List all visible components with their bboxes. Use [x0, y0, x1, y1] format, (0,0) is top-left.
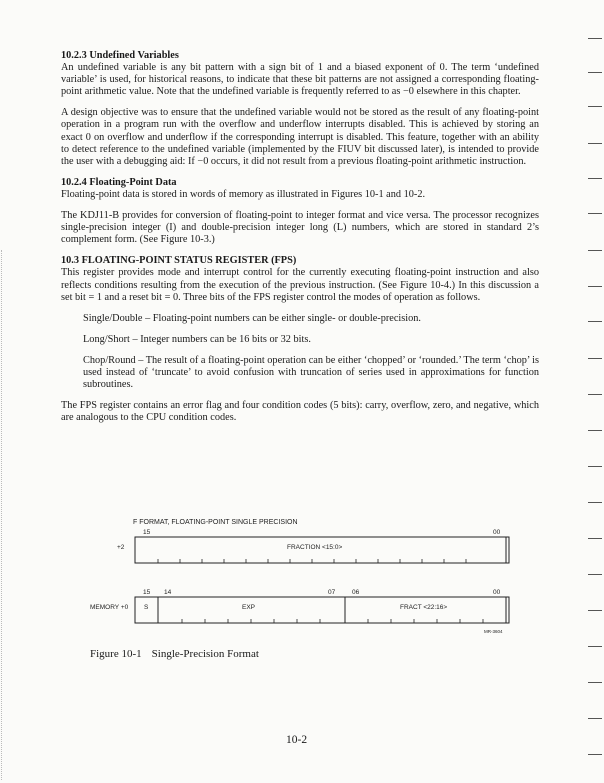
word1-field-fraction: FRACTION <15:0>	[287, 544, 343, 551]
word1-address: +2	[117, 544, 125, 551]
word0-field-sign: S	[144, 604, 149, 611]
mode-chop-round: Chop/Round – The result of a floating-point operation can be either ‘chopped’ or ‘rounded.’ The term ‘chop’ is used instead of ‘truncate’ to avoid confusion with truncation of series used in approximations for function subroutines.	[83, 354, 539, 391]
word1-bit-hi: 15	[143, 529, 151, 536]
word1-bit-ticks	[158, 559, 466, 563]
page-number: 10-2	[286, 734, 308, 746]
heading-undefined-variables: 10.2.3 Undefined Variables	[61, 50, 179, 61]
heading-floating-point-data: 10.2.4 Floating-Point Data	[61, 176, 177, 188]
word0-register	[135, 597, 509, 623]
word0-bit-15: 15	[143, 589, 151, 596]
word0-field-fract: FRACT <22:16>	[400, 604, 448, 611]
word0-address: MEMORY +0	[90, 604, 129, 611]
heading-fps: 10.3 FLOATING-POINT STATUS REGISTER (FPS)	[61, 255, 297, 267]
figure-caption-text: Single-Precision Format	[151, 648, 259, 660]
word1-bit-lo: 00	[493, 529, 501, 536]
word0-bit-00: 00	[493, 589, 501, 596]
word0-field-exp: EXP	[242, 604, 256, 611]
paragraph-design-objective: A design objective was to ensure that the undefined variable would not be stored as the result of any floating-point operation in a program run with the overflow and underflow interrupts disabled. This is achieved by storing an exact 0 on overflow and underflow if the corresponding interrupt is disabled. This feature, together with an ability to detect reference to the undefined variable (implemented by the FIUV bit discussed later), is intended to provide the user with a debugging aid: If −0 occurs, it did not result from a previous floating-point arithmetic instruction.	[61, 107, 539, 167]
word0-bit-ticks	[182, 619, 483, 623]
paragraph-conversion: The KDJ11-B provides for conversion of floating-point to integer format and vice versa. The processor recognizes single-precision integer (I) and double-precision integer long (L) numbers, which are stored in standard 2’s complement form. (See Figure 10-3.)	[61, 210, 539, 246]
paragraph-undefined-definition: An undefined variable is any bit pattern with a sign bit of 1 and a biased exponent of 0. The term ‘undefined variable’ is used, for historical reasons, to indicate that these bit patterns are not assigned a corresponding floating-point arithmetic value. Note that the undefined variable is frequently referred to as −0 elsewhere in this chapter.	[61, 62, 539, 98]
paragraph-data-storage: Floating-point data is stored in words of memory as illustrated in Figures 10-1 and 10-2.	[61, 188, 426, 200]
figure-title: F FORMAT, FLOATING-POINT SINGLE PRECISION	[133, 519, 298, 526]
figure-caption	[90, 648, 259, 660]
word0-bit-14: 14	[164, 589, 172, 596]
word0-bit-07: 07	[328, 589, 336, 596]
word0-bit-06: 06	[352, 589, 360, 596]
paragraph-fps-condition-codes: The FPS register contains an error flag and four condition codes (5 bits): carry, overflow, zero, and negative, which are analogous to the CPU condition codes.	[61, 400, 539, 424]
paragraph-fps-description: This register provides mode and interrupt control for the currently executing floating-point instruction and also reflects conditions resulting from the execution of the previous instruction. (See Figure 10-4.) In this discussion a set bit = 1 and a reset bit = 0. Three bits of the FPS register control the modes of operation as follows.	[61, 267, 539, 303]
figure-caption-number: Figure 10-1	[90, 648, 142, 660]
mode-single-double: Single/Double – Floating-point numbers can be either single- or double-precision.	[83, 312, 422, 324]
mode-long-short: Long/Short – Integer numbers can be 16 bits or 32 bits.	[83, 333, 311, 345]
figure-reference-number: MR-3604	[484, 629, 503, 634]
